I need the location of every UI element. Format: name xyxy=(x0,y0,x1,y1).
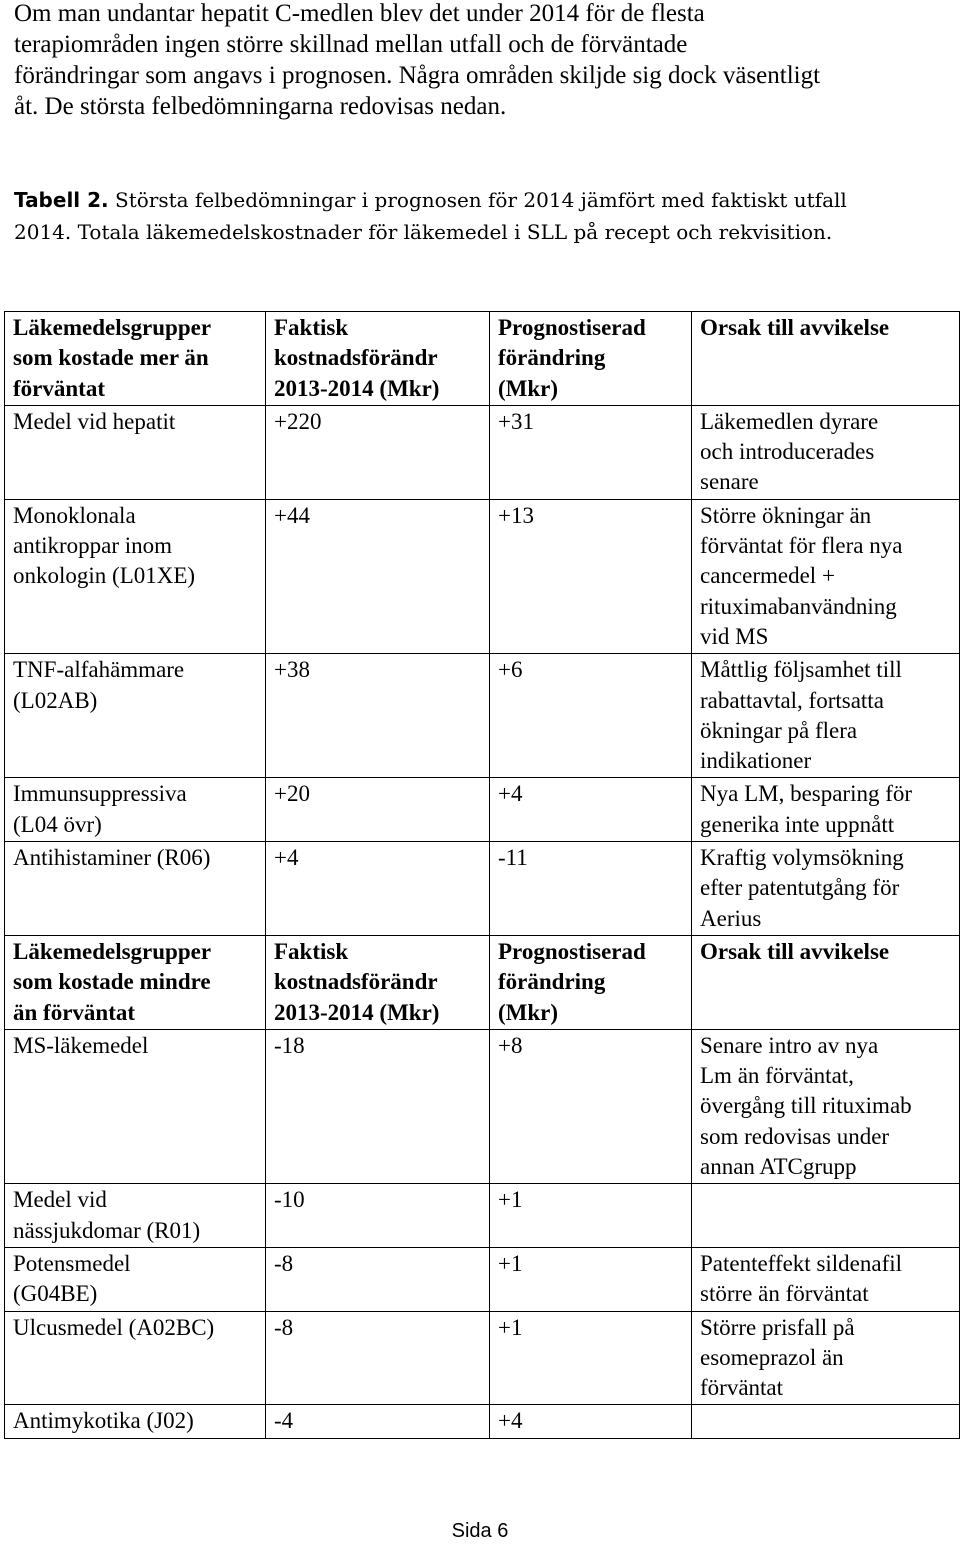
cell-line: Patenteffekt sildenafil xyxy=(700,1250,903,1276)
cell-line: Större prisfall på xyxy=(700,1314,855,1340)
table-row xyxy=(5,405,960,499)
cell-actual: -10 xyxy=(266,1184,490,1248)
cell-line: Prognostiserad xyxy=(498,315,646,340)
cell-line: generika inte uppnått xyxy=(700,811,895,837)
cell-line: senare xyxy=(700,469,759,495)
cell-group xyxy=(5,499,266,653)
cell-line: TNF-alfahämmare xyxy=(13,657,185,683)
cell-line: kostnadsförändr xyxy=(274,969,438,995)
table-row xyxy=(5,1029,960,1183)
cell-group xyxy=(5,1405,266,1438)
cell-line: Medel vid xyxy=(13,1187,107,1213)
cell-group xyxy=(5,654,266,778)
intro-line: åt. De största felbedömningarna redovisas nedan. xyxy=(14,93,507,120)
cell-line: förväntat xyxy=(13,375,105,401)
cell-group xyxy=(5,842,266,936)
caption-line: 2014. Totala läkemedelskostnader för läkemedel i SLL på recept och rekvisition. xyxy=(14,220,833,244)
header-cell-actual xyxy=(266,935,490,1029)
cell-line: Ulcusmedel (A02BC) xyxy=(13,1314,215,1340)
cell-line: (Mkr) xyxy=(498,375,559,401)
cell-line: 2013-2014 (Mkr) xyxy=(274,999,440,1025)
table-body xyxy=(5,312,960,1439)
cell-line: 2013-2014 (Mkr) xyxy=(274,375,440,401)
cell-line: Antimykotika (J02) xyxy=(13,1408,194,1434)
cell-actual: -18 xyxy=(266,1029,490,1183)
cell-line: onkologin (L01XE) xyxy=(13,563,196,589)
cell-forecast: +4 xyxy=(490,778,692,842)
table-row xyxy=(5,1405,960,1438)
header-cell-group xyxy=(5,935,266,1029)
intro-line: terapiområden ingen större skillnad mellan utfall och de förväntade xyxy=(14,31,688,58)
cell-line: (Mkr) xyxy=(498,999,559,1025)
cell-reason xyxy=(692,842,960,936)
cell-group xyxy=(5,405,266,499)
cell-forecast: +13 xyxy=(490,499,692,653)
cell-forecast: -11 xyxy=(490,842,692,936)
header-cell-actual xyxy=(266,312,490,406)
cell-line: indikationer xyxy=(700,748,812,774)
cell-line: Immunsuppressiva xyxy=(13,781,187,807)
header-cell-reason xyxy=(692,935,960,1029)
cell-line: rituximabanvändning xyxy=(700,593,897,619)
cell-forecast: +8 xyxy=(490,1029,692,1183)
table-row xyxy=(5,1247,960,1311)
cell-line: Lm än förväntat, xyxy=(700,1063,854,1089)
table-row xyxy=(5,1184,960,1248)
table-header-row xyxy=(5,935,960,1029)
table-row xyxy=(5,499,960,653)
intro-paragraph xyxy=(14,0,944,122)
header-cell-reason xyxy=(692,312,960,406)
intro-line: förändringar som angavs i prognosen. Några områden skiljde sig dock väsentligt xyxy=(14,62,821,89)
cell-reason xyxy=(692,1029,960,1183)
cell-line: Aerius xyxy=(700,905,762,931)
table-header-row xyxy=(5,312,960,406)
cell-group xyxy=(5,1247,266,1311)
header-cell-group xyxy=(5,312,266,406)
cell-line: antikroppar inom xyxy=(13,533,173,559)
cell-line: och introducerades xyxy=(700,439,875,465)
cell-forecast: +4 xyxy=(490,1405,692,1438)
cell-line: Monoklonala xyxy=(13,502,136,528)
cell-line: Läkemedlen dyrare xyxy=(700,408,879,434)
cell-line: rabattavtal, fortsatta xyxy=(700,687,884,713)
cell-line: (L02AB) xyxy=(13,687,98,713)
table-row xyxy=(5,654,960,778)
cell-line: Läkemedelsgrupper xyxy=(13,315,212,340)
cell-line: vid MS xyxy=(700,623,769,649)
cell-line: esomeprazol än xyxy=(700,1344,844,1370)
table-row xyxy=(5,842,960,936)
cell-line: Faktisk xyxy=(274,315,349,340)
cell-reason xyxy=(692,1311,960,1405)
cell-line: nässjukdomar (R01) xyxy=(13,1217,201,1243)
cell-actual: +20 xyxy=(266,778,490,842)
cell-line: Måttlig följsamhet till xyxy=(700,657,902,683)
cell-reason xyxy=(692,499,960,653)
table-row xyxy=(5,1311,960,1405)
cell-actual: +220 xyxy=(266,405,490,499)
cell-actual: -8 xyxy=(266,1247,490,1311)
cell-line: Kraftig volymsökning xyxy=(700,845,904,871)
cell-group xyxy=(5,778,266,842)
cell-line: som kostade mer än xyxy=(13,345,209,371)
cell-reason xyxy=(692,1247,960,1311)
table-row xyxy=(5,778,960,842)
cell-reason xyxy=(692,778,960,842)
cell-actual: +4 xyxy=(266,842,490,936)
cell-line: Faktisk xyxy=(274,938,349,964)
cell-forecast: +6 xyxy=(490,654,692,778)
cell-line: Potensmedel xyxy=(13,1250,131,1276)
cell-line: efter patentutgång för xyxy=(700,875,900,901)
cell-line: övergång till rituximab xyxy=(700,1093,912,1119)
cell-line: Antihistaminer (R06) xyxy=(13,845,211,871)
cell-line: större än förväntat xyxy=(700,1281,869,1307)
cell-line: ökningar på flera xyxy=(700,717,858,743)
cell-actual: +44 xyxy=(266,499,490,653)
cell-line: som redovisas under xyxy=(700,1123,890,1149)
cell-reason xyxy=(692,1184,960,1248)
cell-line: cancermedel + xyxy=(700,563,835,589)
cell-line: kostnadsförändr xyxy=(274,345,438,371)
cell-group xyxy=(5,1184,266,1248)
cell-line: (L04 övr) xyxy=(13,811,102,837)
forecast-deviation-table xyxy=(4,311,960,1439)
header-cell-forecast xyxy=(490,935,692,1029)
cell-line: förändring xyxy=(498,969,606,995)
table-caption xyxy=(14,184,944,248)
cell-line: Läkemedelsgrupper xyxy=(13,938,212,964)
cell-line: Prognostiserad xyxy=(498,938,646,964)
cell-line: Orsak till avvikelse xyxy=(700,938,890,964)
cell-group xyxy=(5,1029,266,1183)
cell-line: Medel vid hepatit xyxy=(13,408,176,434)
cell-actual: +38 xyxy=(266,654,490,778)
cell-line: förändring xyxy=(498,345,606,371)
cell-line: Orsak till avvikelse xyxy=(700,315,890,340)
cell-line: annan ATCgrupp xyxy=(700,1154,857,1180)
cell-reason xyxy=(692,1405,960,1438)
cell-forecast: +1 xyxy=(490,1311,692,1405)
caption-text: Största felbedömningar i prognosen för 2014 jämfört med faktiskt utfall xyxy=(115,188,847,212)
header-cell-forecast xyxy=(490,312,692,406)
cell-line: (G04BE) xyxy=(13,1281,98,1307)
cell-forecast: +31 xyxy=(490,405,692,499)
cell-actual: -8 xyxy=(266,1311,490,1405)
cell-line: förväntat xyxy=(700,1375,784,1401)
cell-actual: -4 xyxy=(266,1405,490,1438)
cell-line: MS-läkemedel xyxy=(13,1032,149,1058)
cell-group xyxy=(5,1311,266,1405)
page-number: Sida 6 xyxy=(451,1520,509,1542)
cell-line: Senare intro av nya xyxy=(700,1032,879,1058)
intro-line: Om man undantar hepatit C-medlen blev det under 2014 för de flesta xyxy=(14,0,705,27)
cell-line: Större ökningar än xyxy=(700,502,872,528)
cell-forecast: +1 xyxy=(490,1247,692,1311)
cell-line: än förväntat xyxy=(13,999,136,1025)
caption-line xyxy=(14,184,944,216)
cell-reason xyxy=(692,405,960,499)
cell-line: som kostade mindre xyxy=(13,969,211,995)
caption-label: Tabell 2. xyxy=(14,188,109,212)
cell-line: Nya LM, besparing för xyxy=(700,781,913,807)
cell-line: förväntat för flera nya xyxy=(700,533,903,559)
cell-forecast: +1 xyxy=(490,1184,692,1248)
cell-reason xyxy=(692,654,960,778)
